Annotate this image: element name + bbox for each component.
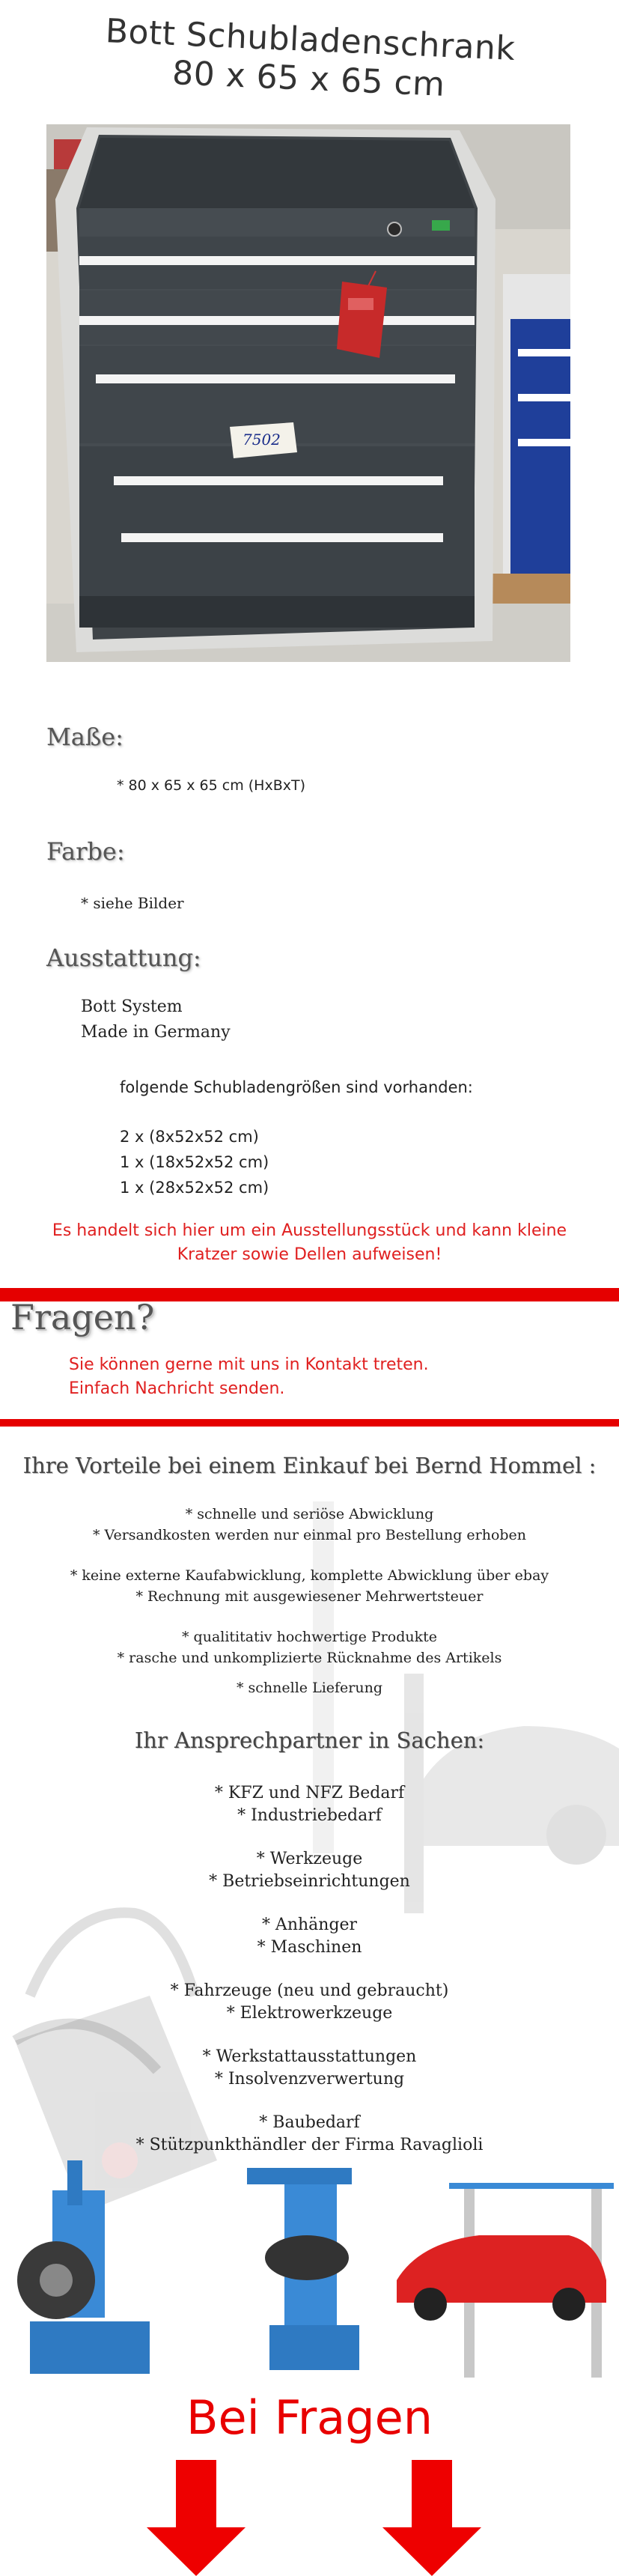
masse-heading: Maße: <box>46 723 124 751</box>
partner-item-11: * Baubedarf <box>259 2113 360 2132</box>
masse-value: * 80 x 65 x 65 cm (HxBxT) <box>117 777 305 794</box>
sizes-intro: folgende Schubladengrößen sind vorhanden: <box>120 1078 473 1096</box>
partner-item-4: * Betriebseinrichtungen <box>209 1872 410 1891</box>
vorteil-item-6: * rasche und unkomplizierte Rücknahme des Artikels <box>117 1650 502 1666</box>
ausstattung-line-1: Bott System <box>81 997 183 1016</box>
vorteil-item-4: * Rechnung mit ausgewiesener Mehrwertsteuer <box>135 1588 484 1605</box>
vorteile-heading: Ihre Vorteile bei einem Einkauf bei Bernd Hommel : <box>22 1453 597 1478</box>
contact-line-2: Einfach Nachricht senden. <box>69 1379 285 1398</box>
vorteil-item-7: * schnelle Lieferung <box>236 1680 383 1696</box>
size-item-1: 2 x (8x52x52 cm) <box>120 1128 259 1146</box>
partner-heading: Ihr Ansprechpartner in Sachen: <box>134 1728 485 1753</box>
condition-note-line-1: Es handelt sich hier um ein Ausstellungsstück und kann kleine <box>52 1221 567 1240</box>
partner-item-7: * Fahrzeuge (neu und gebraucht) <box>170 1981 449 2000</box>
product-photo <box>46 124 570 662</box>
vorteil-item-5: * qualititativ hochwertige Produkte <box>182 1629 437 1645</box>
fragen-heading: Fragen? <box>10 1297 155 1337</box>
page-title <box>0 7 619 112</box>
vorteil-item-1: * schnelle und seriöse Abwicklung <box>185 1506 434 1522</box>
farbe-value: * siehe Bilder <box>81 894 184 912</box>
partner-item-9: * Werkstattausstattungen <box>202 2047 417 2066</box>
contact-line-1: Sie können gerne mit uns in Kontakt treten. <box>69 1355 429 1374</box>
condition-note <box>0 1219 619 1267</box>
bei-fragen-callout: Bei Fragen <box>186 2390 433 2445</box>
inventory-tag-label: 7502 <box>243 431 281 449</box>
partner-item-5: * Anhänger <box>261 1916 358 1934</box>
partner-item-2: * Industriebedarf <box>237 1806 382 1825</box>
ausstattung-heading: Ausstattung: <box>46 944 201 972</box>
ausstattung-line-2: Made in Germany <box>81 1023 231 1042</box>
partner-item-3: * Werkzeuge <box>256 1850 363 1868</box>
condition-note-line-2: Kratzer sowie Dellen aufweisen! <box>177 1245 442 1264</box>
partner-item-6: * Maschinen <box>257 1938 362 1957</box>
partner-item-10: * Insolvenzverwertung <box>214 2070 405 2089</box>
title-line-2: 80 x 65 x 65 cm <box>171 54 446 104</box>
farbe-heading: Farbe: <box>46 837 125 866</box>
partner-item-1: * KFZ und NFZ Bedarf <box>214 1784 405 1802</box>
vorteil-item-3: * keine externe Kaufabwicklung, komplette Abwicklung über ebay <box>70 1567 549 1584</box>
partner-item-12: * Stützpunkthändler der Firma Ravaglioli <box>135 2136 484 2154</box>
size-item-2: 1 x (18x52x52 cm) <box>120 1153 269 1171</box>
size-item-3: 1 x (28x52x52 cm) <box>120 1179 269 1197</box>
vorteil-item-2: * Versandkosten werden nur einmal pro Bestellung erhoben <box>92 1527 527 1543</box>
title-line-1: Bott Schubladenschrank <box>104 12 516 68</box>
partner-item-8: * Elektrowerkzeuge <box>226 2004 393 2023</box>
